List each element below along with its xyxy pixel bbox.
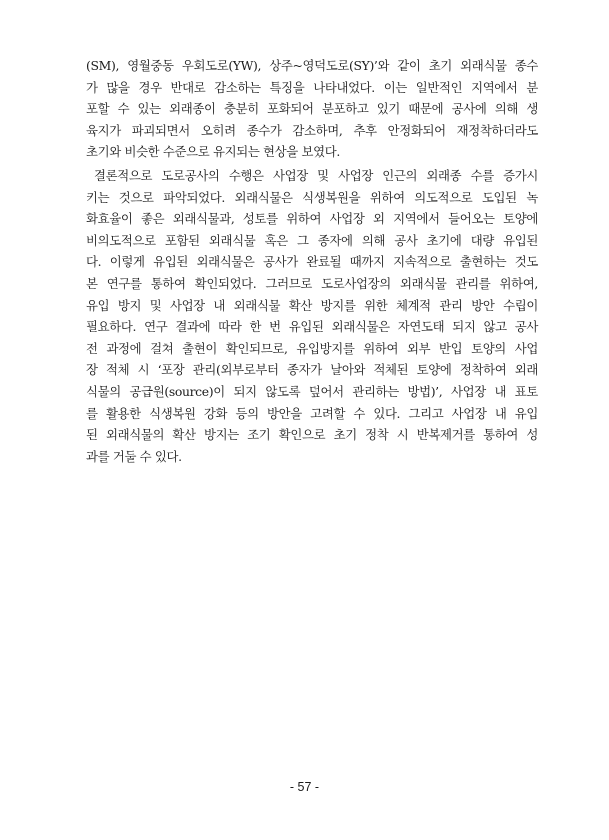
text-line: 필요하다. 연구 결과에 따라 한 번 유입된 외래식물은 자연도태 되지 않고 공사 bbox=[86, 319, 538, 335]
text-line: 키는 것으로 파악되었다. 외래식물은 식생복원을 위하여 의도적으로 도입된 녹 bbox=[86, 189, 538, 205]
text-line: 포할 수 있는 외래종이 충분히 포화되어 분포하고 있기 때문에 공사에 의해 생 bbox=[86, 101, 538, 117]
text-line: 결론적으로 도로공사의 수행은 사업장 및 사업장 인근의 외래종 수를 증가시 bbox=[94, 167, 538, 183]
text-line: 전 과정에 걸쳐 출현이 확인되므로, 유입방지를 위하여 외부 반입 토양의 사업 bbox=[86, 340, 538, 356]
text-line: 육지가 파괴되면서 오히려 종수가 감소하며, 추후 안정화되어 재정착하더라도 bbox=[86, 122, 538, 138]
text-line: (SM), 영월중동 우회도로(YW), 상주~영덕도로(SY)’와 같이 초기 외래식물 종수 bbox=[86, 58, 538, 73]
text-line: 비의도적으로 포함된 외래식물 혹은 그 종자에 의해 공사 초기에 대량 유입된 bbox=[86, 232, 538, 248]
text-line: 과를 거둘 수 있다. bbox=[86, 448, 182, 464]
page-number: - 57 - bbox=[289, 780, 320, 794]
text-line: 장 적체 시 ‘포장 관리(외부로부터 종자가 날아와 적체된 토양에 정착하여 외래 bbox=[86, 362, 538, 378]
text-line: 유입 방지 및 사업장 내 외래식물 확산 방지를 위한 체계적 관리 방안 수립이 bbox=[86, 297, 538, 313]
body-text bbox=[86, 55, 538, 467]
text-line: 본 연구를 통하여 확인되었다. 그러므로 도로사업장의 외래식물 관리를 위하여, bbox=[86, 275, 538, 291]
paragraph bbox=[86, 55, 538, 163]
text-line: 화효율이 좋은 외래식물과, 성토를 위하여 사업장 외 지역에서 들어오는 토양에 bbox=[86, 211, 538, 227]
text-line: 초기와 비슷한 수준으로 유지되는 현상을 보였다. bbox=[86, 144, 340, 160]
text-line: 다. 이렇게 유입된 외래식물은 공사가 완료될 때까지 지속적으로 출현하는 것도 bbox=[86, 254, 538, 270]
paragraph bbox=[86, 165, 538, 467]
text-line: 된 외래식물의 확산 방지는 조기 확인으로 초기 정착 시 반복제거를 통하여 성 bbox=[86, 427, 538, 443]
text-line: 가 많을 경우 반대로 감소하는 특징을 나타내었다. 이는 일반적인 지역에서 분 bbox=[86, 79, 538, 95]
text-line: 를 활용한 식생복원 강화 등의 방안을 고려할 수 있다. 그리고 사업장 내 유입 bbox=[86, 405, 538, 421]
text-line: 식물의 공급원(source)이 되지 않도록 덮어서 관리하는 방법)’, 사업장 내 표토 bbox=[86, 383, 538, 399]
